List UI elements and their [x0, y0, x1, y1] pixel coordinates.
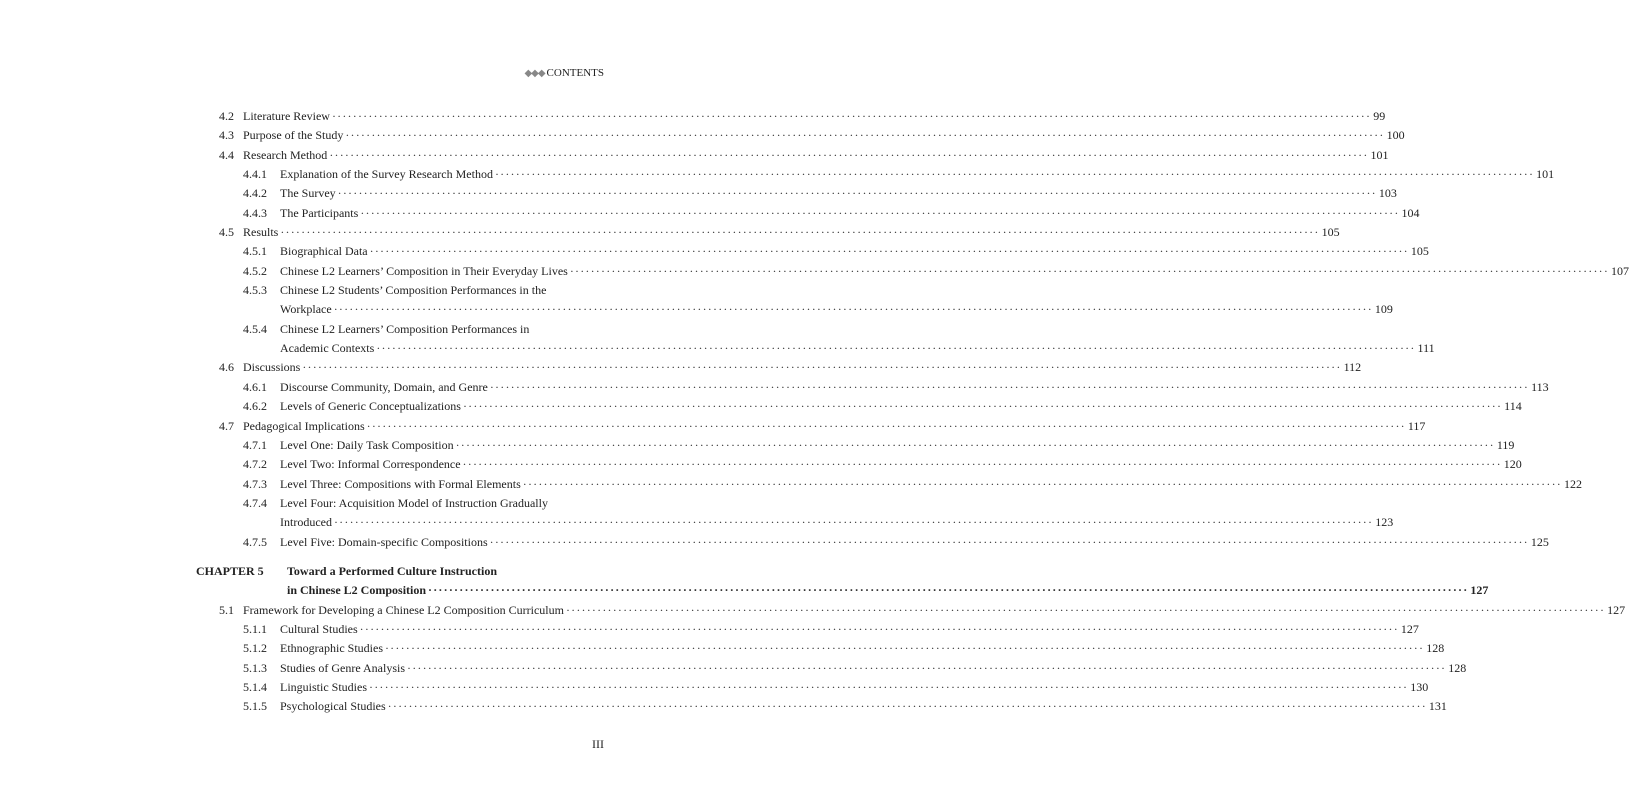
entry-page-number: 131	[1428, 699, 1447, 714]
entry-page-number: 128	[1448, 660, 1467, 675]
toc-entry[interactable]	[196, 417, 1426, 436]
entry-title: Pedagogical Implications	[243, 418, 365, 433]
entry-page-number: 103	[1378, 186, 1397, 201]
entry-title: Biographical Data	[280, 244, 368, 259]
entry-page-number: 120	[1503, 457, 1522, 472]
dot-leader: ········································································································································································································	[329, 147, 1369, 162]
toc-entry[interactable]	[196, 165, 1555, 184]
section-number: 5.1.2	[243, 641, 267, 656]
toc-entry[interactable]	[196, 601, 1626, 620]
entry-title: Chinese L2 Students’ Composition Performances in the	[280, 283, 547, 298]
entry-title: Discourse Community, Domain, and Genre	[280, 379, 488, 394]
section-number: 4.4	[219, 147, 234, 162]
dot-leader: ········································································································································································································	[428, 583, 1469, 598]
toc-entry[interactable]	[196, 242, 1429, 261]
dot-leader: ········································································································································································································	[462, 457, 1502, 472]
toc-entry[interactable]	[196, 146, 1389, 165]
dot-leader: ········································································································································································································	[565, 602, 1606, 617]
entry-page-number: 100	[1386, 128, 1405, 143]
toc-entry[interactable]	[196, 378, 1549, 397]
entry-title: Discussions	[243, 360, 301, 375]
toc-entry[interactable]	[196, 678, 1429, 697]
toc-entry[interactable]	[196, 494, 605, 513]
table-of-contents	[196, 107, 1629, 717]
dot-leader: ········································································································································································································	[369, 244, 1409, 259]
entry-page-number: 99	[1373, 109, 1386, 123]
page-number: III	[592, 737, 604, 751]
toc-entry-continuation	[280, 339, 1435, 358]
entry-page-number: 111	[1417, 341, 1435, 356]
section-number: 4.2	[219, 109, 234, 123]
section-number: 4.7.2	[243, 457, 267, 472]
section-number: 4.4.2	[243, 186, 267, 201]
entry-title: Level Four: Acquisition Model of Instruction Gradually	[280, 495, 548, 510]
entry-title-continuation: in Chinese L2 Composition	[287, 583, 427, 598]
toc-entry[interactable]	[196, 436, 1515, 455]
entry-title: Studies of Genre Analysis	[280, 660, 405, 675]
entry-title: Chinese L2 Learners’ Composition Performances in	[280, 321, 530, 336]
entry-title-continuation: Introduced	[280, 515, 332, 530]
entry-page-number: 105	[1321, 225, 1340, 240]
entry-page-number: 105	[1410, 244, 1429, 259]
toc-entry[interactable]	[196, 204, 1420, 223]
dot-leader: ········································································································································································································	[489, 379, 1530, 394]
entry-page-number: 101	[1536, 167, 1555, 182]
section-number: 5.1.4	[243, 679, 267, 694]
toc-entry[interactable]	[196, 620, 1419, 639]
dot-leader: ········································································································································································································	[333, 302, 1373, 317]
section-number: 4.6	[219, 360, 234, 375]
section-number: 4.3	[219, 128, 234, 143]
entry-title: Ethnographic Studies	[280, 641, 383, 656]
diamond-ornament-icon: ◆◆◆	[524, 67, 545, 79]
dot-leader: ········································································································································································································	[489, 534, 1529, 549]
entry-page-number: 122	[1563, 476, 1582, 491]
toc-entry[interactable]	[196, 262, 1629, 281]
entry-page-number: 119	[1496, 437, 1515, 452]
entry-title: Cultural Studies	[280, 621, 358, 636]
entry-page-number: 117	[1407, 418, 1426, 433]
section-number: 4.6.1	[243, 379, 267, 394]
entry-page-number: 127	[1470, 583, 1489, 598]
dot-leader: ········································································································································································································	[387, 699, 1427, 714]
entry-page-number: 130	[1410, 679, 1429, 694]
entry-title: Level Five: Domain-specific Compositions	[280, 534, 488, 549]
section-number: 5.1.5	[243, 699, 267, 714]
dot-leader: ········································································································································································································	[280, 225, 1320, 240]
section-number: 4.7	[219, 418, 234, 433]
entry-title-continuation: Academic Contexts	[280, 341, 375, 356]
toc-entry[interactable]	[196, 455, 1522, 474]
section-number: 4.7.1	[243, 437, 267, 452]
section-number: 5.1.3	[243, 660, 267, 675]
entry-page-number: 127	[1400, 621, 1419, 636]
entry-title: Purpose of the Study	[243, 128, 344, 143]
toc-entry[interactable]	[196, 475, 1582, 494]
dot-leader: ········································································································································································································	[369, 679, 1409, 694]
toc-entry[interactable]	[196, 107, 1386, 126]
entry-title-continuation: Workplace	[280, 302, 332, 317]
dot-leader: ········································································································································································································	[331, 109, 1372, 123]
toc-entry-continuation	[287, 581, 1489, 600]
dot-leader: ········································································································································································································	[345, 128, 1385, 143]
entry-page-number: 125	[1530, 534, 1549, 549]
entry-title: Linguistic Studies	[280, 679, 367, 694]
entry-page-number: 101	[1370, 147, 1389, 162]
toc-entry[interactable]	[196, 358, 1362, 377]
dot-leader: ········································································································································································································	[407, 660, 1447, 675]
entry-title: Levels of Generic Conceptualizations	[280, 399, 461, 414]
entry-page-number: 113	[1531, 379, 1549, 394]
entry-title: Literature Review	[243, 109, 330, 123]
entry-page-number: 128	[1426, 641, 1445, 656]
entry-page-number: 112	[1343, 360, 1362, 375]
toc-entry[interactable]	[196, 659, 1467, 678]
entry-title: Chinese L2 Learners’ Composition in Their Everyday Lives	[280, 263, 568, 278]
running-header	[524, 67, 604, 79]
toc-entry[interactable]	[196, 223, 1340, 242]
entry-page-number: 123	[1375, 515, 1394, 530]
dot-leader: ········································································································································································································	[494, 167, 1535, 182]
entry-title: Results	[243, 225, 279, 240]
section-number: 4.6.2	[243, 399, 267, 414]
toc-entry[interactable]	[196, 639, 1445, 658]
dot-leader: ········································································································································································································	[302, 360, 1342, 375]
header-label: CONTENTS	[546, 67, 604, 79]
entry-page-number: 104	[1401, 205, 1420, 220]
toc-entry[interactable]	[196, 397, 1522, 416]
section-number: 4.5	[219, 225, 234, 240]
section-number: 4.5.3	[243, 283, 267, 298]
entry-page-number: 114	[1504, 399, 1522, 414]
dot-leader: ········································································································································································································	[522, 476, 1562, 491]
entry-title: Research Method	[243, 147, 328, 162]
toc-entry[interactable]	[196, 281, 605, 300]
toc-entry[interactable]	[196, 697, 1447, 716]
toc-entry[interactable]	[196, 126, 1405, 145]
entry-title: Level Three: Compositions with Formal Elements	[280, 476, 521, 491]
toc-entry-continuation	[280, 300, 1393, 319]
entry-title: Toward a Performed Culture Instruction	[287, 563, 497, 578]
section-number: 4.5.2	[243, 263, 267, 278]
dot-leader: ········································································································································································································	[376, 341, 1416, 356]
section-number: 4.4.1	[243, 167, 267, 182]
entry-title: Level Two: Informal Correspondence	[280, 457, 461, 472]
dot-leader: ········································································································································································································	[569, 263, 1610, 278]
toc-entry[interactable]	[196, 562, 605, 581]
section-number: 5.1.1	[243, 621, 267, 636]
toc-entry[interactable]	[196, 320, 605, 339]
entry-title: Explanation of the Survey Research Method	[280, 167, 493, 182]
entry-title: The Survey	[280, 186, 336, 201]
section-number: 4.5.4	[243, 321, 267, 336]
section-number: CHAPTER 5	[196, 563, 264, 578]
entry-title: Psychological Studies	[280, 699, 386, 714]
entry-title: Framework for Developing a Chinese L2 Composition Curriculum	[243, 602, 564, 617]
dot-leader: ········································································································································································································	[337, 186, 1377, 201]
dot-leader: ········································································································································································································	[333, 515, 1374, 530]
entry-page-number: 107	[1611, 263, 1629, 278]
section-number: 4.7.5	[243, 534, 267, 549]
toc-entry-continuation	[280, 513, 1394, 532]
section-number: 5.1	[219, 602, 234, 617]
dot-leader: ········································································································································································································	[455, 437, 1495, 452]
dot-leader: ········································································································································································································	[359, 621, 1399, 636]
section-number: 4.5.1	[243, 244, 267, 259]
toc-entry[interactable]	[196, 184, 1397, 203]
toc-entry[interactable]	[196, 533, 1549, 552]
entry-page-number: 109	[1374, 302, 1393, 317]
entry-title: Level One: Daily Task Composition	[280, 437, 454, 452]
section-number: 4.4.3	[243, 205, 267, 220]
dot-leader: ········································································································································································································	[360, 205, 1400, 220]
dot-leader: ········································································································································································································	[366, 418, 1406, 433]
section-number: 4.7.3	[243, 476, 267, 491]
entry-title: The Participants	[280, 205, 359, 220]
dot-leader: ········································································································································································································	[462, 399, 1503, 414]
entry-page-number: 127	[1607, 602, 1626, 617]
section-number: 4.7.4	[243, 495, 267, 510]
dot-leader: ········································································································································································································	[384, 641, 1425, 656]
